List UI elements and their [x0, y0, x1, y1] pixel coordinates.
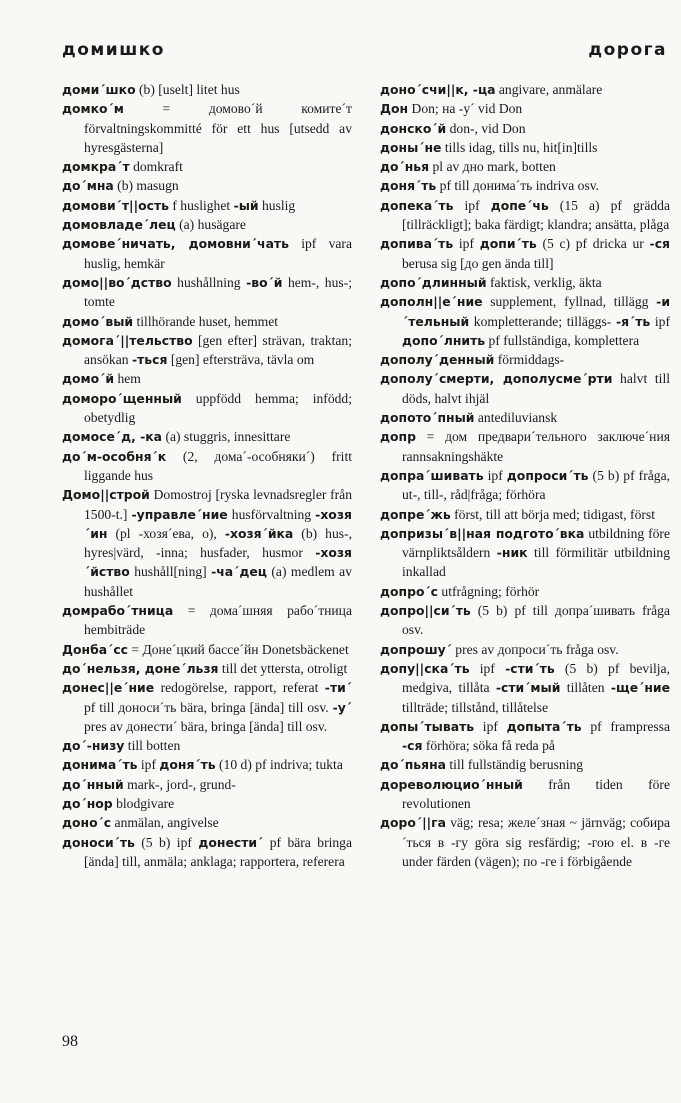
- dictionary-entry: [62, 157, 352, 176]
- definition-text: (a) husägare: [175, 217, 246, 233]
- headword: до´мна: [62, 178, 114, 194]
- dictionary-entry: [380, 138, 670, 157]
- definition-text: (5 b) pf bevilja, medgiva, tillåta: [402, 660, 670, 696]
- definition-text: blodgivare: [112, 795, 175, 811]
- definition-text: huslig: [258, 197, 296, 213]
- headword: домо||во´дство: [62, 274, 172, 290]
- dictionary-entry: [62, 312, 352, 331]
- header-last-word: дорога: [588, 40, 667, 60]
- definition-text: först, till att börja med; tidigast, först: [450, 506, 655, 522]
- headword: -сти´ть: [505, 660, 555, 676]
- definition-text: förhöra; söka få reda på: [422, 738, 555, 754]
- definition-text: antediluviansk: [474, 410, 558, 426]
- definition-text: väg; resa; желе´зная ~ järnväg; собира´ться в -гу göra sig resfärdig; -гою el. в -ге under färden (vägen); по -ге i förbigående: [402, 815, 670, 869]
- headword: домове´ничать, домовни´чать: [62, 236, 289, 252]
- dictionary-entry: [380, 292, 670, 350]
- dictionary-entry: [62, 601, 352, 640]
- dictionary-entry: [380, 427, 670, 466]
- dictionary-entry: [380, 157, 670, 176]
- right-column: [380, 80, 670, 871]
- definition-text: utfrågning; förhör: [438, 583, 540, 599]
- definition-text: (b) [uselt] litet hus: [135, 82, 240, 97]
- definition-text: = дома´шняя рабо´тница hembiträde: [84, 603, 352, 638]
- dictionary-entry: [380, 196, 670, 235]
- headword: допроси´ть: [506, 467, 589, 483]
- definition-text: tillhörande huset, hemmet: [133, 313, 279, 329]
- definition-text: till fullständig berusning: [446, 757, 584, 773]
- dictionary-entry: [380, 176, 670, 195]
- headword: -ча´дец: [211, 564, 267, 580]
- headword: до´нья: [380, 159, 430, 175]
- dictionary-entry: [380, 80, 670, 99]
- definition-text: (b) hus-, hyres|värd, -inna; husfader, husmor: [84, 525, 352, 561]
- headword: Дон: [380, 101, 409, 117]
- dictionary-entry: [62, 389, 352, 428]
- headword: допу||ска´ть: [380, 660, 470, 676]
- headword: дополу´денный: [380, 352, 495, 368]
- definition-text: förmiddags-: [494, 352, 565, 368]
- left-column: [62, 80, 352, 871]
- definition-text: pf till доноси´ть bära, bringa [ända] till osv.: [84, 699, 333, 715]
- definition-text: = домово´й комите´т förvaltningskommitté för ett hus [utsedd av hyresgästerna]: [84, 101, 352, 155]
- headword: -ник: [496, 545, 528, 561]
- headword: допи´ть: [479, 236, 537, 252]
- headword: до´м-особня´к: [62, 448, 167, 464]
- headword: -ти´: [324, 680, 352, 696]
- definition-text: kompletterande; tilläggs-: [469, 313, 616, 329]
- definition-text: (10 d) pf indriva; tukta: [215, 757, 343, 773]
- headword: допото´пный: [380, 410, 475, 426]
- definition-text: ipf: [483, 467, 507, 483]
- header-first-word: домишко: [62, 40, 165, 60]
- dictionary-entry: [62, 273, 352, 312]
- definition-text: uppfödd hemma; infödd; obetydlig: [84, 390, 352, 426]
- definition-text: husförvaltning: [227, 506, 316, 522]
- dictionary-entry: [62, 369, 352, 388]
- headword: до´нор: [62, 795, 113, 811]
- dictionary-entry: [380, 505, 670, 524]
- headword: домо´й: [62, 371, 115, 387]
- headword: донести´: [198, 834, 264, 850]
- headword: домови´т||ость: [62, 197, 169, 213]
- dictionary-entry: [62, 833, 352, 872]
- definition-text: = дом предвари´тельного заключе´ния rannsakningshäkte: [402, 429, 670, 464]
- headword: до´нельзя, доне´льзя: [62, 660, 219, 676]
- dictionary-entry: [62, 678, 352, 736]
- definition-text: f huslighet: [168, 197, 234, 213]
- headword: -во´й: [246, 274, 283, 290]
- definition-text: tillträde; tillstånd, tillåtelse: [402, 699, 549, 715]
- headword: -я´ть: [615, 313, 651, 329]
- dictionary-entry: [380, 659, 670, 717]
- definition-text: pf bära bringa [ända] till, anmäla; anklaga; rapportera, referera: [84, 834, 353, 869]
- headword: -ся: [649, 236, 670, 252]
- definition-text: = Доне´цкий бассе´йн Donetsbäckenet: [128, 641, 349, 657]
- definition-text: mark-, jord-, grund-: [123, 776, 236, 792]
- headword: допыта´ть: [506, 718, 582, 734]
- definition-text: (a) medlem av hushållet: [84, 564, 352, 599]
- dictionary-entry: [62, 659, 352, 678]
- dictionary-entry: [380, 234, 670, 273]
- headword: донима´ть: [62, 757, 138, 773]
- definition-text: supplement, fyllnad, tillägg: [482, 294, 657, 310]
- definition-text: faktisk, verklig, äkta: [486, 274, 602, 290]
- definition-text: Don; на -у´ vid Don: [408, 101, 523, 117]
- headword: -у´: [332, 699, 352, 715]
- headword: допризы´в||ная подгото´вка: [380, 525, 585, 541]
- definition-text: pl av дно mark, botten: [429, 159, 556, 175]
- dictionary-entry: [380, 99, 670, 118]
- headword: до´пьяна: [380, 757, 446, 773]
- definition-text: don-, vid Don: [446, 120, 526, 136]
- headword: донско´й: [380, 120, 447, 136]
- headword: допе´чь: [490, 197, 549, 213]
- running-header: [62, 40, 667, 62]
- dictionary-entry: [380, 119, 670, 138]
- definition-text: ipf: [474, 718, 507, 734]
- headword: доно´счи||к, -ца: [380, 82, 496, 97]
- dictionary-entry: [62, 485, 352, 601]
- definition-text: (5 b) ipf: [134, 834, 199, 850]
- headword: домко´м: [62, 101, 124, 117]
- headword: -управле´ние: [131, 506, 228, 522]
- definition-text: (5 b) pf fråga, ut-, till-, råd|fråga; förhöra: [402, 467, 670, 503]
- definition-text: (15 a) pf grädda [tillräckligt]; baka färdigt; klandra; ansätta, plåga: [402, 197, 670, 233]
- definition-text: Domostroj [ryska levnadsregler från 1500-t.]: [84, 487, 352, 522]
- dictionary-entry: [380, 350, 670, 369]
- dictionary-entry: [62, 331, 352, 370]
- headword: дополн||е´ние: [380, 294, 483, 310]
- dictionary-entry: [62, 80, 352, 99]
- dictionary-entry: [62, 196, 352, 215]
- definition-text: pres av допроси´ть fråga osv.: [451, 641, 619, 657]
- dictionary-entry: [380, 369, 670, 408]
- definition-text: utbildning före värnpliktsåldern: [402, 525, 670, 561]
- headword: домрабо´тница: [62, 603, 174, 619]
- dictionary-entry: [62, 99, 352, 157]
- headword: доми´шко: [62, 82, 136, 97]
- definition-text: till förmilitär utbildning inkallad: [402, 545, 670, 580]
- dictionary-entry: [380, 601, 670, 640]
- dictionary-entry: [380, 813, 670, 871]
- headword: допо´длинный: [380, 274, 487, 290]
- definition-text: ipf vara huslig, hemkär: [84, 236, 352, 271]
- definition-text: domkraft: [129, 159, 183, 175]
- dictionary-entry: [380, 408, 670, 427]
- definition-text: ipf: [137, 757, 160, 773]
- definition-text: [gen] eftersträva, tävla om: [167, 352, 315, 368]
- headword: -сти´мый: [495, 680, 561, 696]
- definition-text: hushåll[ning]: [129, 564, 212, 580]
- headword: -хозя´ин: [84, 506, 352, 541]
- headword: -хозя´йка: [224, 525, 294, 541]
- headword: домосе´д, -ка: [62, 429, 163, 445]
- headword: доня´ть: [159, 757, 216, 773]
- dictionary-entry: [62, 234, 352, 273]
- headword: доны´не: [380, 139, 442, 155]
- definition-text: [gen efter] strävan, traktan; ansökan: [84, 332, 352, 368]
- definition-text: ipf: [650, 313, 671, 329]
- headword: допра´шивать: [380, 467, 484, 483]
- headword: доро´||га: [380, 815, 446, 831]
- headword: допека´ть: [380, 197, 454, 213]
- definition-text: (5 b) pf till допра´шивать fråga osv.: [402, 603, 670, 638]
- headword: -ся: [402, 738, 423, 754]
- page-number: 98: [62, 1033, 78, 1050]
- dictionary-entry: [62, 176, 352, 195]
- dictionary-entry: [62, 736, 352, 755]
- dictionary-entry: [380, 466, 670, 505]
- headword: -хозя´йство: [84, 545, 352, 580]
- dictionary-entry: [62, 427, 352, 446]
- definition-text: till botten: [124, 738, 181, 754]
- definition-text: tillåten: [560, 680, 611, 696]
- dictionary-entry: [380, 524, 670, 582]
- definition-text: (2, дома´-особняки´) fritt liggande hus: [84, 448, 352, 483]
- headword: домовладе´лец: [62, 217, 176, 233]
- dictionary-entry: [62, 640, 352, 659]
- dictionary-entry: [62, 775, 352, 794]
- headword: дореволюцио´нный: [380, 776, 523, 792]
- definition-text: ipf: [453, 197, 491, 213]
- dictionary-entry: [62, 755, 352, 774]
- headword: домога´||тельство: [62, 332, 193, 348]
- headword: допива´ть: [380, 236, 454, 252]
- definition-text: redogörelse, rapport, referat: [154, 680, 325, 696]
- definition-text: pf till донима´ть indriva osv.: [436, 178, 600, 194]
- definition-text: från tiden före revolutionen: [402, 776, 670, 811]
- definition-text: tills idag, tills nu, hit[in]tills: [441, 139, 598, 155]
- dictionary-entry: [62, 813, 352, 832]
- headword: доморо´щенный: [62, 390, 182, 406]
- definition-text: ipf: [469, 660, 506, 676]
- dictionary-entry: [380, 717, 670, 756]
- headword: доно´с: [62, 815, 112, 831]
- headword: -ться: [131, 352, 168, 368]
- definition-text: berusa sig [до gen ända till]: [402, 255, 554, 271]
- definition-text: ipf: [453, 236, 480, 252]
- dictionary-entry: [380, 273, 670, 292]
- headword: допро´с: [380, 583, 439, 599]
- headword: допр: [380, 429, 416, 445]
- definition-text: (b) masugn: [113, 178, 179, 194]
- headword: допы´тывать: [380, 718, 475, 734]
- definition-text: (a) stuggris, innesittare: [162, 429, 291, 445]
- headword: домо´вый: [62, 313, 134, 329]
- headword: -и´тельный: [402, 294, 670, 329]
- definition-text: (5 c) pf dricka ur: [536, 236, 650, 252]
- headword: до´-низу: [62, 738, 125, 754]
- headword: доня´ть: [380, 178, 437, 194]
- headword: допрошу´: [380, 641, 452, 657]
- dictionary-entry: [62, 794, 352, 813]
- headword: до´нный: [62, 776, 124, 792]
- headword: допро||си´ть: [380, 603, 471, 619]
- definition-text: anmälan, angivelse: [111, 815, 219, 831]
- definition-text: pf frampressa: [581, 718, 670, 734]
- dictionary-entry: [380, 640, 670, 659]
- dictionary-entry: [380, 775, 670, 814]
- definition-text: hem: [114, 371, 141, 387]
- definition-text: (pl -хозя´ева, о),: [107, 525, 225, 541]
- headword: донес||е´ние: [62, 680, 155, 696]
- headword: дополу´смерти, дополусме´рти: [380, 371, 613, 387]
- definition-text: pres av донести´ bära, bringa [ända] till osv.: [84, 718, 328, 734]
- headword: домкра´т: [62, 159, 130, 175]
- definition-text: angivare, anmälare: [495, 82, 603, 97]
- dictionary-entry: [380, 755, 670, 774]
- headword: допо´лнить: [402, 332, 486, 348]
- definition-text: pf fullständiga, komplettera: [485, 332, 640, 348]
- definition-text: halvt till döds, halvt ihjäl: [402, 371, 670, 406]
- definition-text: hem-, hus-; tomte: [84, 274, 352, 310]
- headword: Донба´сс: [62, 641, 129, 657]
- headword: допре´жь: [380, 506, 451, 522]
- definition-text: till det yttersta, otroligt: [218, 660, 348, 676]
- dictionary-entry: [380, 582, 670, 601]
- headword: Домо||строй: [62, 487, 150, 503]
- headword: -ще´ние: [610, 680, 670, 696]
- headword: доноси´ть: [62, 834, 135, 850]
- dictionary-entry: [62, 447, 352, 486]
- headword: -ый: [233, 197, 259, 213]
- dictionary-entry: [62, 215, 352, 234]
- definition-text: hushållning: [171, 274, 247, 290]
